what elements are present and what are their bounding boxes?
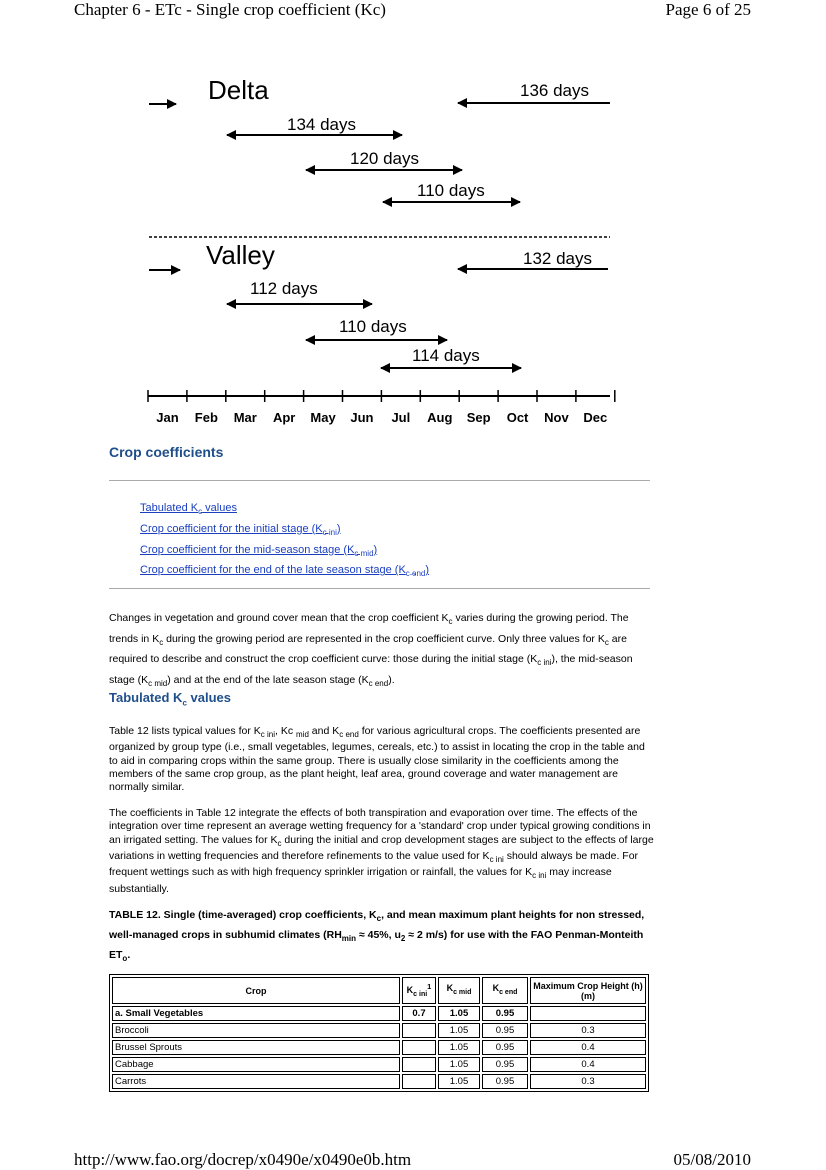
- delta-134-days-label: 134 days: [287, 115, 356, 134]
- table-row: [112, 1006, 646, 1021]
- cell-kc-end: 0.95: [482, 1074, 528, 1089]
- valley-110-days-label: 110 days: [339, 317, 407, 336]
- page-footer-url: http://www.fao.org/docrep/x0490e/x0490e0b.htm: [74, 1150, 412, 1169]
- cell-kc-end: 0.95: [482, 1023, 528, 1038]
- valley-114-days-label: 114 days: [412, 346, 480, 365]
- month-label: May: [310, 410, 336, 425]
- cell-kc-end: 0.95: [482, 1006, 528, 1021]
- header-crop: Crop: [112, 977, 400, 1004]
- cell-kc-ini: [402, 1040, 436, 1055]
- table-header-row: [112, 977, 646, 1004]
- cell-height: 0.4: [530, 1040, 646, 1055]
- divider-bottom: [109, 588, 650, 589]
- cell-height: 0.3: [530, 1023, 646, 1038]
- delta-110-days-label: 110 days: [417, 181, 485, 200]
- growing-season-diagram: [140, 70, 620, 430]
- valley-132-days-label: 132 days: [523, 249, 592, 268]
- valley-title: Valley: [206, 240, 275, 270]
- table-row: [112, 1074, 646, 1089]
- table-intro-paragraph: Table 12 lists typical values for $K_{c ini}$, Kc $_{mid}$ and $K_{c end}$ for various agricultural crops. The coefficients presented are organized by group type (i.e., small vegetables, legumes, cereals, etc.) to assist in locating the crop in the table and to aid in comparing crops within the same group. There is usually close similarity in the coefficients among the members of the same crop group, as the plant height, leaf area, ground coverage and water management are normally similar.: [109, 725, 645, 794]
- page-number: Page 6 of 25: [665, 0, 751, 19]
- cell-kc-end: 0.95: [482, 1040, 528, 1055]
- month-label: Jun: [350, 410, 374, 425]
- month-label: Jul: [391, 410, 411, 425]
- cell-height: 0.4: [530, 1057, 646, 1072]
- page-footer-date: 05/08/2010: [673, 1150, 751, 1169]
- section-title: Crop coefficients: [109, 444, 224, 460]
- table-row: [112, 1057, 646, 1072]
- table-row: [112, 1023, 646, 1038]
- month-label: Dec: [583, 410, 608, 425]
- cell-kc-ini: [402, 1023, 436, 1038]
- month-label: Apr: [272, 410, 296, 425]
- cell-kc-ini: [402, 1057, 436, 1072]
- cell-kc-end: 0.95: [482, 1057, 528, 1072]
- intro-paragraph: Changes in vegetation and ground cover mean that the crop coefficient $K_c$ varies during the growing period. The trends in $K_c$ during the growing period are represented in the crop coefficient curve. Only three values for $K_c$ are required to describe and construct the crop coefficient curve: those during the initial stage $(K_{c ini})$, the mid-season stage $(K_{c mid})$ and at the end of the late season stage $(K_{c end})$.: [109, 612, 633, 689]
- table-caption: TABLE 12. Single (time-averaged) crop coefficients, $K_c$, and mean maximum plant heights for non stressed, well-managed crops in subhumid climates ($RH_{min} \approx 45\%$, $u_2 \approx 2$ m/s) for use with the FAO Penman-Monteith $ET_o$.: [109, 909, 645, 964]
- link-tabulated-kc[interactable]: Tabulated $K_c$ values: [140, 502, 237, 517]
- cell-kc-mid: 1.05: [438, 1040, 480, 1055]
- delta-136-days-label: 136 days: [520, 81, 589, 100]
- delta-title: Delta: [208, 75, 269, 105]
- month-label: Nov: [544, 410, 569, 425]
- link-kc-mid[interactable]: Crop coefficient for the mid-season stage $(K_{c mid})$: [140, 543, 378, 558]
- header-kc-ini: $K_{c ini}^1$: [402, 977, 436, 1004]
- month-label: Oct: [506, 410, 529, 425]
- month-label: Feb: [194, 410, 218, 425]
- cell-kc-ini: 0.7: [402, 1006, 436, 1021]
- cell-crop: Carrots: [112, 1074, 400, 1089]
- toc-links: [140, 500, 429, 583]
- cell-height: [530, 1006, 646, 1021]
- month-label: Mar: [233, 410, 257, 425]
- subsection-title: Tabulated $K_c$ values: [109, 690, 231, 708]
- month-label: Jan: [156, 410, 179, 425]
- cell-height: 0.3: [530, 1074, 646, 1089]
- page-header-title: Chapter 6 - ETc - Single crop coefficient (Kc): [74, 0, 386, 19]
- cell-crop: Cabbage: [112, 1057, 400, 1072]
- cell-crop: Broccoli: [112, 1023, 400, 1038]
- cell-kc-mid: 1.05: [438, 1006, 480, 1021]
- divider-top: [109, 480, 650, 481]
- table-row: [112, 1040, 646, 1055]
- month-label: Sep: [466, 410, 491, 425]
- header-kc-mid: $K_{c mid}$: [438, 977, 480, 1004]
- cell-kc-mid: 1.05: [438, 1023, 480, 1038]
- coefficients-paragraph: The coefficients in Table 12 integrate the effects of both transpiration and evaporation over time. The effects of the integration over time represent an average wetting frequency for a 'standard' crop under typical growing conditions in an irrigated setting. The values for $K_c$ during the initial and crop development stages are subject to the effects of large variations in wetting frequencies and therefore refinements to the value used for $K_{c ini}$ should always be made. For frequent wettings such as with high frequency sprinkler irrigation or rainfall, the values for $K_{c ini}$ may increase substantially.: [109, 807, 654, 895]
- cell-kc-mid: 1.05: [438, 1057, 480, 1072]
- header-max-height: Maximum Crop Height (h) (m): [530, 977, 646, 1004]
- crop-coefficient-table: [109, 974, 649, 1092]
- header-kc-end: $K_{c end}$: [482, 977, 528, 1004]
- cell-kc-ini: [402, 1074, 436, 1089]
- delta-120-days-label: 120 days: [350, 149, 419, 168]
- cell-crop: Brussel Sprouts: [112, 1040, 400, 1055]
- cell-kc-mid: 1.05: [438, 1074, 480, 1089]
- month-label: Aug: [427, 410, 453, 425]
- link-kc-initial[interactable]: Crop coefficient for the initial stage $(K_{c ini})$: [140, 522, 341, 537]
- link-kc-end[interactable]: Crop coefficient for the end of the late season stage $(K_{c end})$: [140, 564, 430, 579]
- valley-112-days-label: 112 days: [250, 279, 318, 298]
- cell-crop: a. Small Vegetables: [112, 1006, 400, 1021]
